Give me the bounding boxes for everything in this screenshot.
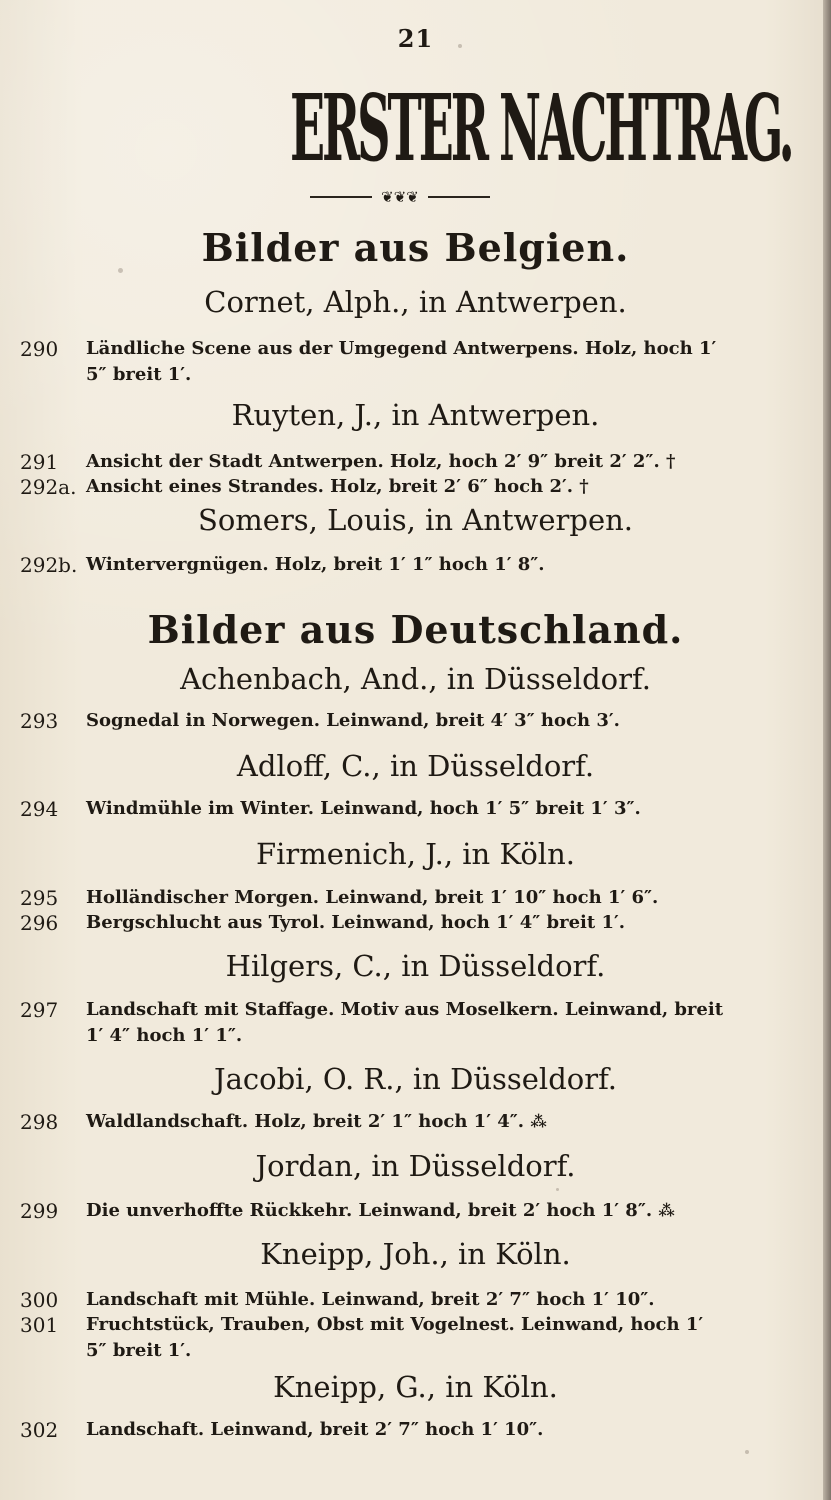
- entry-number: 297: [20, 998, 59, 1022]
- entry-description: [86, 1110, 800, 1134]
- page-edge-shadow: [823, 0, 831, 1500]
- paper-speck: [745, 1450, 749, 1454]
- catalog-entry-300: [20, 1288, 800, 1314]
- entry-number: 293: [20, 709, 59, 733]
- catalog-entry-301: [20, 1313, 800, 1339]
- ornament-left-line: [310, 196, 372, 198]
- ornament-center: ❦❦❦: [381, 188, 419, 206]
- catalog-entry-294: [20, 797, 800, 823]
- entry-continuation: 5″ breit 1′.: [86, 364, 192, 385]
- entry-description: Ansicht der Stadt Antwerpen. Holz, hoch 2′ 9″ breit 2′ 2″. †: [86, 451, 676, 472]
- artist-heading-firmenich: Firmenich, J., in Köln.: [256, 837, 575, 871]
- artist-heading-kneipp-g: Kneipp, G., in Köln.: [273, 1370, 558, 1404]
- entry-number: 298: [20, 1110, 59, 1134]
- page-number: 21: [397, 24, 434, 53]
- entry-description-text: Die unverhoffte Rückkehr. Leinwand, breit 2′ hoch 1′ 8″.: [86, 1200, 653, 1221]
- catalog-entry-298: [20, 1110, 800, 1136]
- ornament-right-line: [428, 196, 490, 198]
- entry-number: 295: [20, 886, 59, 910]
- artist-heading-kneipp-joh: Kneipp, Joh., in Köln.: [260, 1237, 571, 1271]
- paper-speck: [118, 268, 123, 273]
- entry-description: Landschaft mit Staffage. Motiv aus Moselkern. Leinwand, breit: [86, 999, 724, 1020]
- entry-number: 294: [20, 797, 59, 821]
- entry-continuation: 1′ 4″ hoch 1′ 1″.: [86, 1025, 243, 1046]
- catalog-entry-299: [20, 1199, 800, 1225]
- page-title: ERSTER NACHTRAG.: [290, 74, 792, 182]
- annotation-mark: ⁂: [530, 1112, 547, 1131]
- entry-description: Landschaft mit Mühle. Leinwand, breit 2′ 7″ hoch 1′ 10″.: [86, 1289, 655, 1310]
- entry-description: Bergschlucht aus Tyrol. Leinwand, hoch 1′ 4″ breit 1′.: [86, 912, 626, 933]
- entry-number: 302: [20, 1418, 59, 1442]
- catalog-entry-297: [20, 998, 800, 1024]
- entry-number: 301: [20, 1313, 59, 1337]
- entry-number: 300: [20, 1288, 59, 1312]
- entry-number: 296: [20, 911, 59, 935]
- catalog-entry-302: [20, 1418, 800, 1444]
- section-title-deutschland: Bilder aus Deutschland.: [147, 607, 684, 652]
- artist-heading-adloff: Adloff, C., in Düsseldorf.: [236, 749, 595, 783]
- title-ornament: [310, 188, 490, 206]
- entry-number: 299: [20, 1199, 59, 1223]
- artist-heading-jacobi: Jacobi, O. R., in Düsseldorf.: [214, 1062, 617, 1096]
- entry-description: Windmühle im Winter. Leinwand, hoch 1′ 5″ breit 1′ 3″.: [86, 798, 641, 819]
- entry-number: 291: [20, 450, 59, 474]
- catalog-entry-296: [20, 911, 800, 937]
- entry-description: Ländliche Scene aus der Umgegend Antwerpens. Holz, hoch 1′: [86, 338, 717, 359]
- entry-number: 292b.: [20, 553, 78, 577]
- paper-speck: [556, 1188, 559, 1191]
- entry-description: [86, 1199, 800, 1223]
- catalog-entry-293: [20, 709, 800, 735]
- artist-heading-jordan: Jordan, in Düsseldorf.: [255, 1149, 576, 1183]
- entry-description: Ansicht eines Strandes. Holz, breit 2′ 6″ hoch 2′. †: [86, 476, 589, 497]
- catalog-entry-291: [20, 450, 800, 476]
- artist-heading-hilgers: Hilgers, C., in Düsseldorf.: [225, 949, 606, 983]
- entry-number: 290: [20, 337, 59, 361]
- entry-description-text: Waldlandschaft. Holz, breit 2′ 1″ hoch 1′ 4″.: [86, 1111, 525, 1132]
- artist-heading-ruyten: Ruyten, J., in Antwerpen.: [231, 398, 600, 432]
- catalog-entry-292a: [20, 475, 800, 501]
- artist-heading-achenbach: Achenbach, And., in Düsseldorf.: [180, 662, 651, 696]
- entry-description: Fruchtstück, Trauben, Obst mit Vogelnest. Leinwand, hoch 1′: [86, 1314, 704, 1335]
- catalog-entry-292b: [20, 553, 800, 579]
- section-title-belgien: Bilder aus Belgien.: [201, 225, 630, 270]
- entry-description: Sognedal in Norwegen. Leinwand, breit 4′ 3″ hoch 3′.: [86, 710, 620, 731]
- catalog-entry-290: [20, 337, 800, 363]
- artist-heading-cornet: Cornet, Alph., in Antwerpen.: [204, 285, 627, 319]
- paper-speck: [458, 44, 462, 48]
- annotation-mark: ⁂: [658, 1201, 675, 1220]
- artist-heading-somers: Somers, Louis, in Antwerpen.: [197, 503, 634, 537]
- entry-continuation: 5″ breit 1′.: [86, 1340, 192, 1361]
- entry-description: Landschaft. Leinwand, breit 2′ 7″ hoch 1′ 10″.: [86, 1419, 544, 1440]
- entry-description: Wintervergnügen. Holz, breit 1′ 1″ hoch 1′ 8″.: [86, 554, 545, 575]
- catalog-entry-295: [20, 886, 800, 912]
- entry-number: 292a.: [20, 475, 77, 499]
- entry-description: Holländischer Morgen. Leinwand, breit 1′ 10″ hoch 1′ 6″.: [86, 887, 659, 908]
